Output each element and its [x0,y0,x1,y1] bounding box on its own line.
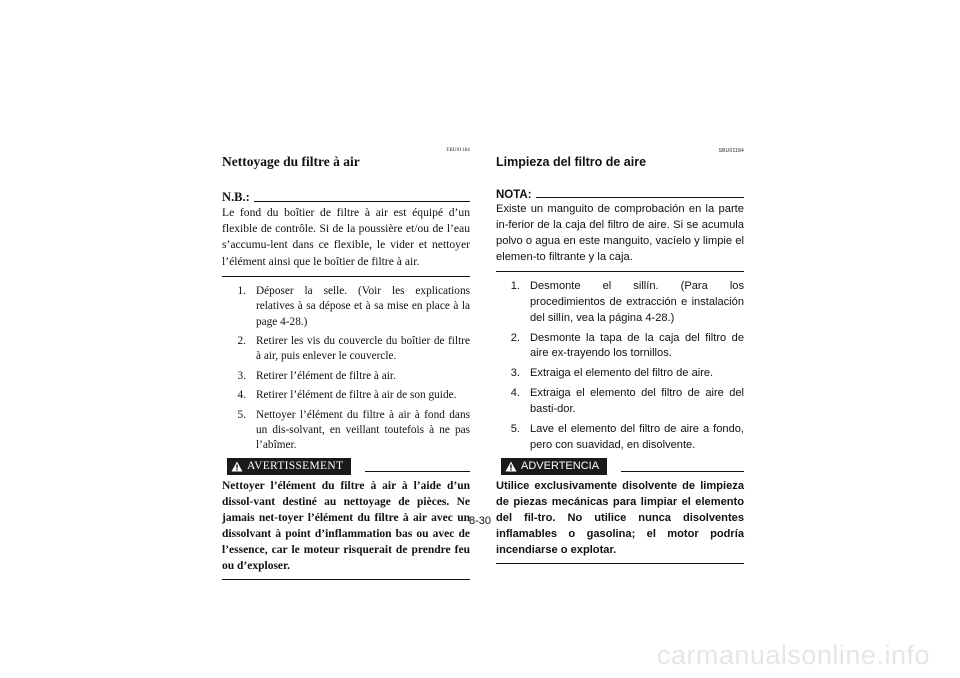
steps-list [222,284,470,454]
page-number: 8-30 [468,515,492,527]
section-code: SBU01184 [718,148,744,154]
watermark: carmanualsonline.info [656,640,930,670]
list-item [496,386,744,417]
note-label: N.B.: [222,190,250,204]
step-text: Retirer l’élément de filtre à air. [256,369,396,382]
step-number: 5. [510,423,520,436]
step-text: Lave el elemento del filtro de aire a fondo, pero con suavidad, en disolvente. [530,423,744,451]
section-code: FBU01184 [446,148,470,153]
note-rule [254,201,470,202]
section-title: Nettoyage du filtre à air [222,154,360,169]
list-item [222,369,470,384]
list-item [222,334,470,365]
step-number: 1. [510,280,520,293]
warning-triangle-icon [231,461,243,472]
note-label: NOTA: [496,189,532,201]
note-rule [536,197,744,198]
spanish-column [496,148,744,564]
warning-triangle-icon [505,461,517,472]
note-text: Le fond du boîtier de filtre à air est équipé d’un flexible de contrôle. Si de la poussière et/ou de l’eau s’accumu-lent dans ce flexible, le vider et nettoyer l’élément ainsi que le boîtier de filtre à air. [222,205,470,277]
list-item [496,279,744,326]
step-text: Nettoyer l’élément du filtre à air à fond dans un dis-solvant, en veillant toutefois à ne pas l’abîmer. [256,408,470,452]
step-number: 5. [237,408,246,421]
step-text: Retirer les vis du couvercle du boîtier de filtre à air, puis enlever le couvercle. [256,335,470,363]
step-number: 3. [510,367,520,380]
step-number: 2. [510,331,520,344]
section-title: Limpieza del filtro de aire [496,155,647,169]
warning-label: ADVERTENCIA [521,460,600,473]
list-item [496,331,744,362]
list-item [496,366,744,382]
step-text: Déposer la selle. (Voir les explications relatives à sa dépose et à sa mise en place à la page 4-28.) [256,284,470,328]
step-text: Desmonte el sillín. (Para los procedimientos de extracción e instalación del sillín, vea la página 4-28.) [530,280,744,324]
steps-list [496,279,744,453]
warning-text: Nettoyer l’élément du filtre à air à l’aide d’un dissol-vant destiné au nettoyage de pièces. Ne jamais net-toyer l’élément du filtre à air avec un dissolvant à point d’inflammation bas ou avec de l’essence, car le moteur risquerait de prendre feu ou d’exploser. [222,478,470,580]
warning-text: Utilice exclusivamente disolvente de limpieza de piezas mecánicas para limpiar el elemento del fil-tro. No utilice nunca disolventes inflamables o gasolina; el motor podría incendiarse o explotar. [496,478,744,564]
step-text: Extraiga el elemento del filtro de aire. [530,367,714,380]
step-text: Extraiga el elemento del filtro de aire del basti-dor. [530,387,744,416]
step-number: 1. [237,284,246,297]
warning-rule [621,471,744,472]
list-item [222,284,470,330]
list-item [222,388,470,403]
list-item [496,422,744,453]
note-text: Existe un manguito de comprobación en la parte in-ferior de la caja del filtro de aire. Si se acumula polvo o agua en este manguito, vacíelo y limpie el elemen-to filtrante y la caja. [496,201,744,272]
warning-rule [365,471,470,472]
step-number: 2. [237,335,246,348]
step-text: Retirer l’élément de filtre à air de son guide. [256,389,457,402]
step-number: 3. [237,369,246,382]
step-number: 4. [510,387,520,400]
warning-badge [227,458,351,475]
note-header [222,190,470,205]
warning-header [222,458,470,475]
step-number: 4. [237,389,246,402]
note-header [496,189,744,201]
warning-label: AVERTISSEMENT [247,460,344,473]
step-text: Desmonte la tapa de la caja del filtro de aire ex-trayendo los tornillos. [530,331,744,360]
list-item [222,408,470,454]
warning-badge [501,458,607,475]
warning-header [496,458,744,475]
